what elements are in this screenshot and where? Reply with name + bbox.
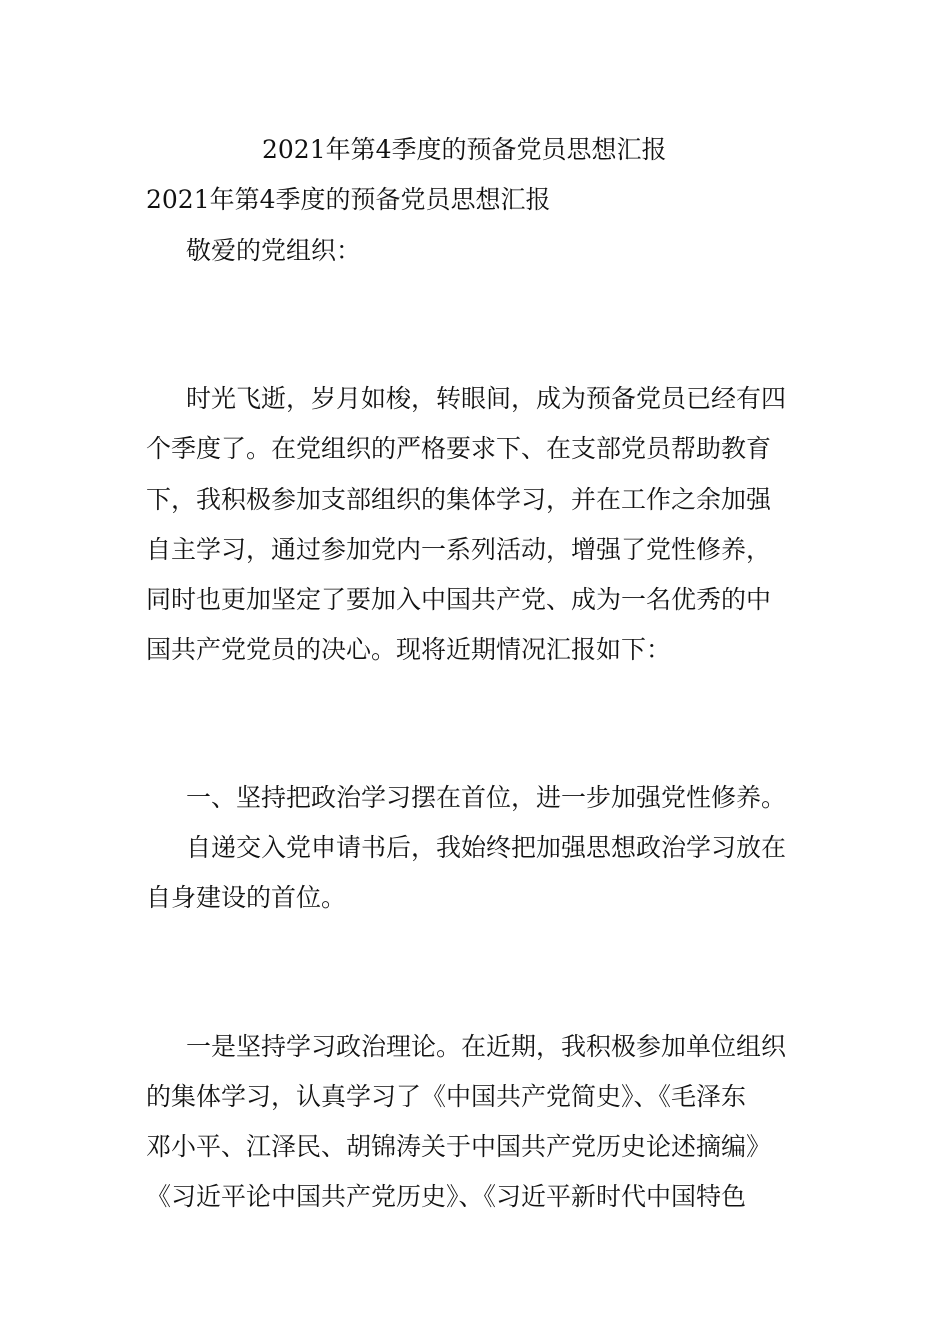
paragraph2-line-1: 自递交入党申请书后，我始终把加强思想政治学习放在 [186,833,787,862]
paragraph3-line-3: 邓小平、江泽民、胡锦涛关于中国共产党历史论述摘编》 [146,1132,772,1161]
section1-heading: 一、坚持把政治学习摆在首位，进一步加强党性修养。 [186,783,787,812]
paragraph1-line-4: 自主学习，通过参加党内一系列活动，增强了党性修养， [146,535,772,564]
paragraph1-line-5: 同时也更加坚定了要加入中国共产党、成为一名优秀的中 [146,585,772,614]
document-title: 2021年第4季度的预备党员思想汇报 [262,135,667,164]
document-heading: 2021年第4季度的预备党员思想汇报 [146,185,551,214]
paragraph1-line-1: 时光飞逝，岁月如梭，转眼间，成为预备党员已经有四 [186,384,787,413]
paragraph3-line-4: 《习近平论中国共产党历史》、《习近平新时代中国特色 [146,1182,747,1211]
paragraph2-line-2: 自身建设的首位。 [146,883,347,912]
paragraph1-line-2: 个季度了。在党组织的严格要求下、在支部党员帮助教育 [146,434,772,463]
paragraph1-line-6: 国共产党党员的决心。现将近期情况汇报如下： [146,635,672,664]
salutation: 敬爱的党组织： [186,236,362,265]
paragraph1-line-3: 下，我积极参加支部组织的集体学习，并在工作之余加强 [146,485,772,514]
paragraph3-line-2: 的集体学习，认真学习了《中国共产党简史》、《毛泽东 [146,1082,747,1111]
paragraph3-line-1: 一是坚持学习政治理论。在近期，我积极参加单位组织 [186,1032,787,1061]
